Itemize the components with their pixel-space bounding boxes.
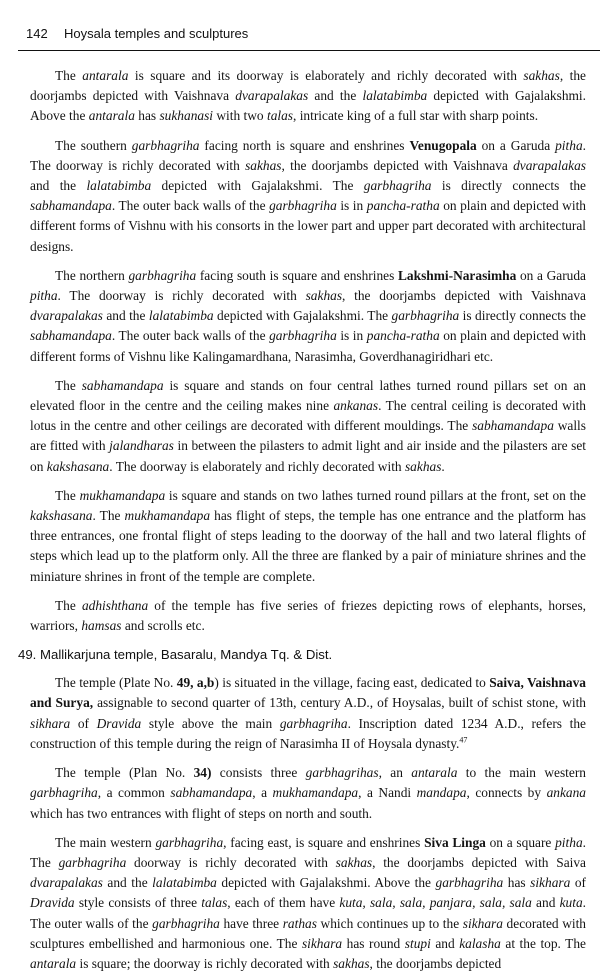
paragraph [30, 376, 586, 477]
italic-term: sakhas [404, 458, 442, 474]
text-run: depicted with Gajalakshmi. The [213, 308, 392, 324]
paragraph [30, 673, 586, 754]
text-run: , the doorjambs depicted with Saiva [372, 854, 587, 870]
text-run: has [503, 875, 531, 891]
text-run: is directly connects the [431, 178, 587, 194]
italic-term: sikhara [462, 915, 503, 931]
paragraph [30, 486, 586, 587]
text-run: , connects by [466, 785, 547, 801]
text-run: is square; the doorway is richly decorated with [76, 955, 334, 971]
text-run: doorway is richly decorated with [126, 854, 336, 870]
text-run: , the doorjambs depicted with Vaishnava [281, 157, 514, 173]
text-run: The main western [55, 834, 156, 850]
italic-term: garbhagriha [435, 875, 504, 891]
italic-term: kakshasana [30, 508, 93, 524]
italic-term: pitha [555, 137, 583, 153]
text-run: and the [308, 88, 363, 104]
text-run: with two [213, 108, 267, 124]
text-run: style consists of three [74, 895, 202, 911]
text-run: facing south is square and enshrines [196, 267, 398, 283]
italic-term: kuta [559, 895, 583, 911]
text-run: , a [252, 785, 273, 801]
italic-term: garbhagriha [152, 915, 220, 931]
paragraph [30, 596, 586, 636]
italic-term: ankanas [333, 398, 379, 414]
text-run: is square and stands on four central lathes turned round pillars set on an elevated floor in the centre and the ceiling makes nine [30, 377, 586, 414]
italic-term: lalatabimba [86, 178, 152, 194]
italic-term: jalandharas [109, 438, 174, 454]
italic-term: Dravida [30, 895, 75, 911]
italic-term: Dravida [96, 715, 142, 731]
text-run: style above the main [141, 715, 280, 731]
italic-term: sakhas [523, 68, 560, 83]
text-run: on plain and depicted with different forms of Vishnu like Kalingamardhana, Narasimha, Goverdhanagiridhari etc. [30, 328, 586, 364]
paragraph-group [30, 66, 586, 636]
text-run: and [531, 895, 560, 911]
bold-term: 34) [193, 765, 212, 781]
text-run: has round [342, 935, 405, 951]
bold-term: Lakshmi-Narasimha [398, 267, 517, 283]
text-run: of [70, 715, 97, 731]
italic-term: lalatabimba [152, 875, 217, 891]
italic-term: antarala [30, 955, 77, 971]
italic-term: talas [201, 895, 228, 911]
text-run: , the doorjambs depicted with Vaishnava [342, 288, 586, 304]
text-run: The northern [55, 267, 129, 283]
text-run: depicted with Gajalakshmi. Above the [30, 88, 586, 124]
text-run: decorated with sculptures embellished and harmonious one. The [30, 915, 587, 951]
text-run: . The outer back walls of the [111, 328, 270, 344]
paragraph-group [30, 673, 586, 974]
text-run: , an [378, 765, 412, 781]
text-run: walls are fitted with [30, 418, 586, 454]
text-run: The temple (Plate No. [55, 675, 177, 691]
text-run: The [55, 597, 82, 613]
text-run: , each of them have [227, 895, 340, 911]
italic-term: garbhagriha [391, 308, 460, 324]
text-run: have three [219, 915, 283, 931]
italic-term: hamsas [81, 618, 122, 634]
text-run: . The [30, 834, 586, 870]
text-run: . [441, 458, 445, 474]
text-run: in between the pilasters to admit light and air inside and the pilasters are set on [30, 438, 586, 474]
italic-term: mukhamandapa [124, 508, 211, 524]
text-run: The [55, 377, 82, 393]
italic-term: garbhagriha [269, 198, 337, 214]
italic-term: sakhas [305, 288, 343, 304]
text-run: , a Nandi [358, 785, 417, 801]
text-run: on plain and depicted with different forms of Vishnu with his consorts in the lower part and upper part decorated with architectural designs. [30, 198, 586, 254]
italic-term: sikhara [301, 935, 343, 951]
italic-term: sabhamandapa [81, 377, 164, 393]
italic-term: adhishthana [81, 597, 149, 613]
section-heading: 49. Mallikarjuna temple, Basaralu, Mandya Tq. & Dist. [18, 647, 333, 663]
italic-term: pancha-ratha [366, 198, 440, 214]
italic-term: sikhara [30, 715, 71, 731]
italic-term: mukhamandapa [272, 785, 359, 801]
header-rule [18, 50, 600, 51]
text-run: has flight of steps, the temple has one entrance and the platform has three entrances, one frontal flight of steps leading to the doorway of the hall and two lateral flights of steps which lead up to the platform only. All the three are flanked by a pair of miniature shrines and the miniature shrines in front of the temple are complete. [30, 508, 586, 584]
text-run: The temple (Plan No. [55, 765, 194, 781]
italic-term: garbhagriha [58, 854, 127, 870]
paragraph [30, 763, 586, 824]
text-run: , the doorjambs depicted [369, 955, 502, 971]
italic-term: sabhamandapa [170, 785, 253, 801]
text-run: and the [102, 308, 149, 324]
text-run: , facing east, is square and enshrines [223, 834, 425, 850]
text-run: consists three [211, 765, 306, 781]
text-run: depicted with Gajalakshmi. The [151, 178, 364, 194]
text-run: on a square [485, 834, 556, 850]
italic-term: garbhagriha [269, 328, 337, 344]
text-run: on a Garuda [476, 137, 556, 153]
text-run: is in [336, 198, 367, 214]
bold-term: Venugopala [409, 137, 477, 153]
text-run: which has two entrances with flight of steps on north and south. [30, 805, 373, 821]
italic-term: kakshasana [46, 458, 110, 474]
text-run: , intricate king of a full star with sharp points. [293, 108, 539, 124]
italic-term: dvarapalakas [513, 157, 586, 173]
text-run: . The [92, 508, 125, 524]
italic-term: sabhamandapa [30, 198, 112, 214]
italic-term: antarala [82, 68, 129, 83]
text-run: , a common [97, 785, 171, 801]
text-run: The [55, 487, 80, 503]
italic-term: sakhas [333, 955, 370, 971]
text-run: is square and its doorway is elaborately and richly decorated with [128, 68, 524, 83]
italic-term: sakhas [335, 854, 373, 870]
text-run: . The doorway is richly decorated with [57, 288, 306, 304]
footnote-ref: 47 [459, 735, 468, 745]
text-run: The southern [55, 137, 132, 153]
paragraph [30, 833, 586, 974]
italic-term: sukhanasi [159, 108, 214, 124]
italic-term: dvarapalakas [235, 88, 309, 104]
text-run: of the temple has five series of friezes depicting rows of elephants, horses, warriors, [30, 597, 586, 634]
italic-term: pancha-ratha [366, 328, 440, 344]
italic-term: talas [266, 108, 294, 124]
text-run: facing north is square and enshrines [199, 137, 410, 153]
italic-term: sabhamandapa [472, 418, 554, 434]
italic-term: kalasha [459, 935, 501, 951]
text-run: . The outer walls of the [30, 895, 587, 931]
text-run: . The doorway is elaborately and richly decorated with [109, 458, 405, 474]
italic-term: garbhagriha [128, 267, 197, 283]
italic-term: mandapa [416, 785, 467, 801]
italic-term: garbhagriha [279, 715, 348, 731]
bold-term: 49, a,b [176, 675, 215, 691]
italic-term: pitha [30, 288, 58, 304]
text-run: The [55, 68, 83, 83]
page-number: 142 [26, 26, 48, 41]
page-body [18, 66, 587, 974]
text-run: is directly connects the [459, 308, 586, 324]
text-run: and scrolls etc. [121, 618, 205, 634]
text-run: is in [336, 328, 367, 344]
italic-term: mukhamandapa [79, 487, 166, 503]
text-run: at the top. The [500, 935, 586, 951]
italic-term: sakhas [245, 157, 282, 173]
text-run: to the main western [457, 765, 586, 781]
text-run: . The central ceiling is decorated with lotus in the centre and other ceilings are decorated with different mouldings. The [30, 398, 586, 434]
text-run: on a Garuda [516, 267, 586, 283]
text-run: , the doorjambs depicted with Vaishnava [30, 68, 587, 104]
text-run: and the [30, 178, 87, 194]
paragraph [30, 266, 586, 367]
text-run: has [134, 108, 160, 124]
italic-term: garbhagriha [30, 785, 98, 801]
text-run: and [430, 935, 460, 951]
text-run: and the [102, 875, 153, 891]
italic-term: stupi [404, 935, 431, 951]
text-run: depicted with Gajalakshmi. Above the [216, 875, 436, 891]
italic-term: dvarapalakas [30, 308, 103, 324]
paragraph [30, 66, 586, 127]
text-run: . Inscription dated 1234 A.D., refers the construction of this temple during the reign of Narasimha II of Hoysala dynasty. [30, 715, 586, 751]
italic-term: sabhamandapa [30, 328, 112, 344]
italic-term: lalatabimba [362, 88, 428, 104]
text-run: . The outer back walls of the [111, 198, 270, 214]
text-run: assignable to second quarter of 13th, century A.D., of Hoysalas, built of schist stone, with [93, 695, 586, 711]
text-run: ) is situated in the village, facing east, dedicated to [214, 675, 490, 691]
italic-term: rathas [282, 915, 317, 931]
paragraph [30, 136, 586, 257]
page-header [0, 26, 600, 44]
italic-term: antarala [411, 765, 458, 781]
italic-term: dvarapalakas [30, 875, 103, 891]
bold-term: Siva Linga [424, 834, 486, 850]
italic-term: antarala [88, 108, 135, 124]
text-run: . The doorway is richly decorated with [30, 137, 586, 173]
bold-term: Saiva, Vaishnava and Surya, [30, 675, 586, 711]
italic-term: garbhagriha [363, 178, 432, 194]
text-run: which continues up to the [316, 915, 463, 931]
italic-term: lalatabimba [148, 308, 214, 324]
text-run: is square and stands on two lathes turned round pillars at the front, set on the [165, 487, 586, 503]
italic-term: kuta, sala, sala, panjara, sala, sala [339, 895, 532, 911]
italic-term: garbhagriha [131, 137, 200, 153]
italic-term: sikhara [530, 875, 571, 891]
italic-term: garbhagrihas [305, 765, 379, 781]
italic-term: ankana [546, 785, 586, 801]
italic-term: pitha [555, 834, 583, 850]
text-run: of [570, 875, 586, 891]
running-title: Hoysala temples and sculptures [64, 26, 249, 41]
italic-term: garbhagriha [155, 834, 224, 850]
